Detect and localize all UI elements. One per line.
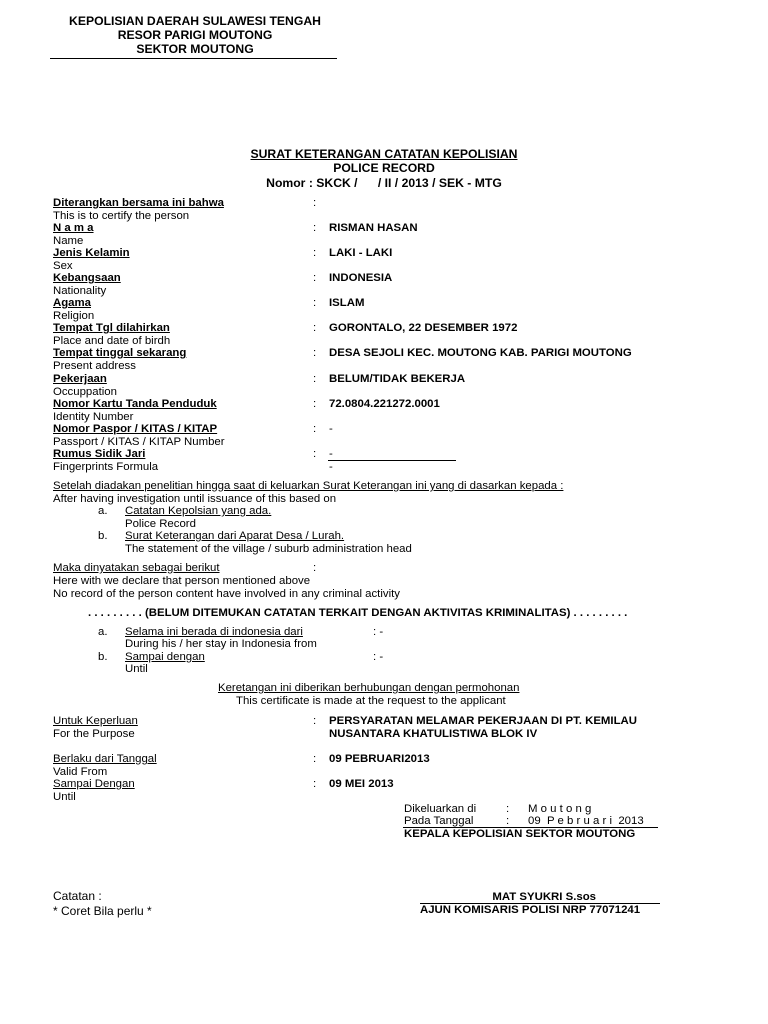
signature-name: MAT SYUKRI S.sos: [492, 891, 596, 903]
investigation-marker-a: a.: [98, 505, 108, 517]
issued-date-value: 09 P e b r u a r i 2013: [528, 815, 644, 827]
declaration-label: Maka dinyatakan sebagai berikut: [53, 562, 220, 574]
header-line-3: SEKTOR MOUTONG: [136, 42, 254, 56]
certify-colon: :: [313, 197, 317, 209]
stay-en-b: Until: [125, 663, 148, 675]
purpose-value-1: PERSYARATAN MELAMAR PEKERJAAN DI PT. KEMILAU: [329, 715, 637, 727]
field-sub-fingerprint: Fingerprints Formula: [53, 461, 159, 473]
issued-place-label: Dikeluarkan di: [404, 803, 477, 815]
field-colon: :: [313, 347, 317, 359]
certify-label: Diterangkan bersama ini bahwa: [53, 197, 224, 209]
declaration-colon: :: [313, 562, 317, 574]
stay-marker-a: a.: [98, 626, 108, 638]
field-colon: :: [313, 373, 317, 385]
request-line-1: Keretangan ini diberikan berhubungan dengan permohonan: [218, 682, 520, 694]
issued-place-value: M o u t o n g: [528, 803, 592, 815]
request-line-2: This certificate is made at the request to the applicant: [236, 695, 506, 707]
field-value-nationality: INDONESIA: [329, 272, 393, 284]
field-colon: :: [313, 322, 317, 334]
issued-date-label: Pada Tanggal: [404, 815, 474, 827]
field-sub-nama: Name: [53, 235, 84, 247]
valid-until-label: Sampai Dengan: [53, 778, 135, 790]
stay-text-a: Selama ini berada di indonesia dari: [125, 626, 303, 638]
field-colon: :: [313, 247, 317, 259]
investigation-item-a-en: Police Record: [125, 518, 196, 530]
field-sub-id-number: Identity Number: [53, 411, 134, 423]
stay-marker-b: b.: [98, 651, 108, 663]
valid-from-sub: Valid From: [53, 766, 108, 778]
field-value-address: DESA SEJOLI KEC. MOUTONG KAB. PARIGI MOUTONG: [329, 347, 632, 359]
field-label-nationality: Kebangsaan: [53, 272, 121, 284]
field-colon: :: [313, 272, 317, 284]
document-title: SURAT KETERANGAN CATATAN KEPOLISIAN: [250, 147, 518, 161]
investigation-marker-b: b.: [98, 530, 108, 542]
field-label-nama: N a m a: [53, 222, 94, 234]
field-label-id-number: Nomor Kartu Tanda Penduduk: [53, 398, 217, 410]
field-colon: :: [313, 398, 317, 410]
investigation-item-b: Surat Keterangan dari Aparat Desa / Lurah.: [125, 530, 345, 542]
field-sub-nationality: Nationality: [53, 285, 107, 297]
valid-from-value: 09 PEBRUARI2013: [329, 753, 430, 765]
field-value-id-number: 72.0804.221272.0001: [329, 398, 440, 410]
issued-place-colon: :: [506, 803, 510, 815]
field-label-birth: Tempat Tgl dilahirkan: [53, 322, 170, 334]
stay-text-b: Sampai dengan: [125, 651, 205, 663]
field-label-occupation: Pekerjaan: [53, 373, 107, 385]
signature-rank: AJUN KOMISARIS POLISI NRP 77071241: [420, 904, 641, 916]
field-label-address: Tempat tinggal sekarang: [53, 347, 187, 359]
field-colon: :: [313, 222, 317, 234]
field-label-fingerprint: Rumus Sidik Jari: [53, 448, 146, 460]
field-sub-address: Present address: [53, 360, 136, 372]
declaration-en-1: Here with we declare that person mentioned above: [53, 575, 311, 587]
field-value-birth: GORONTALO, 22 DESEMBER 1972: [329, 322, 518, 334]
certify-sub: This is to certify the person: [53, 210, 190, 222]
declaration-en-2: No record of the person content have involved in any criminal activity: [53, 588, 400, 600]
field-label-sex: Jenis Kelamin: [53, 247, 130, 259]
purpose-sub: For the Purpose: [53, 728, 135, 740]
field-colon: :: [313, 297, 317, 309]
stay-en-a: During his / her stay in Indonesia from: [125, 638, 317, 650]
purpose-value-2: NUSANTARA KHATULISTIWA BLOK IV: [329, 728, 538, 740]
issued-date-colon: :: [506, 815, 510, 827]
document-number: Nomor : SKCK / / II / 2013 / SEK - MTG: [266, 176, 502, 190]
purpose-label: Untuk Keperluan: [53, 715, 138, 727]
field-sub-birth: Place and date of birdh: [53, 335, 171, 347]
valid-from-colon: :: [313, 753, 317, 765]
fingerprint-underline: [328, 460, 456, 461]
header-line-1: KEPOLISIAN DAERAH SULAWESI TENGAH: [69, 14, 321, 28]
field-label-passport: Nomor Paspor / KITAS / KITAP: [53, 423, 218, 435]
investigation-intro-en: After having investigation until issuance of this based on: [53, 493, 337, 505]
field-sub-occupation: Occuppation: [53, 386, 117, 398]
field-value-sex: LAKI - LAKI: [329, 247, 393, 259]
valid-until-value: 09 MEI 2013: [329, 778, 394, 790]
field-value-nama: RISMAN HASAN: [329, 222, 418, 234]
investigation-item-a: Catatan Kepolsian yang ada.: [125, 505, 272, 517]
field-value-fingerprint-2: -: [329, 461, 333, 473]
notes-text: * Coret Bila perlu *: [53, 904, 152, 918]
field-value-religion: ISLAM: [329, 297, 365, 309]
valid-until-colon: :: [313, 778, 317, 790]
document-subtitle: POLICE RECORD: [333, 161, 435, 175]
investigation-item-b-en: The statement of the village / suburb administration head: [125, 543, 412, 555]
declaration-finding: . . . . . . . . . (BELUM DITEMUKAN CATATAN TERKAIT DENGAN AKTIVITAS KRIMINALITAS) . . . . . . . . .: [88, 607, 628, 619]
purpose-colon: :: [313, 715, 317, 727]
field-sub-sex: Sex: [53, 260, 73, 272]
field-value-passport: -: [329, 423, 333, 435]
header-line-2: RESOR PARIGI MOUTONG: [117, 28, 273, 42]
field-label-religion: Agama: [53, 297, 91, 309]
stay-value-a: : -: [373, 626, 384, 638]
header-underline: [50, 58, 337, 59]
field-colon: :: [313, 448, 317, 460]
field-sub-passport: Passport / KITAS / KITAP Number: [53, 436, 225, 448]
field-colon: :: [313, 423, 317, 435]
notes-label: Catatan :: [53, 889, 102, 903]
stay-value-b: : -: [373, 651, 384, 663]
investigation-intro: Setelah diadakan penelitian hingga saat di keluarkan Surat Keterangan ini yang di dasarkan kepada :: [53, 480, 564, 492]
valid-from-label: Berlaku dari Tanggal: [53, 753, 157, 765]
field-sub-religion: Religion: [53, 310, 95, 322]
issued-office: KEPALA KEPOLISIAN SEKTOR MOUTONG: [404, 828, 636, 840]
valid-until-sub: Until: [53, 791, 76, 803]
field-value-fingerprint: -: [329, 448, 333, 460]
field-value-occupation: BELUM/TIDAK BEKERJA: [329, 373, 466, 385]
